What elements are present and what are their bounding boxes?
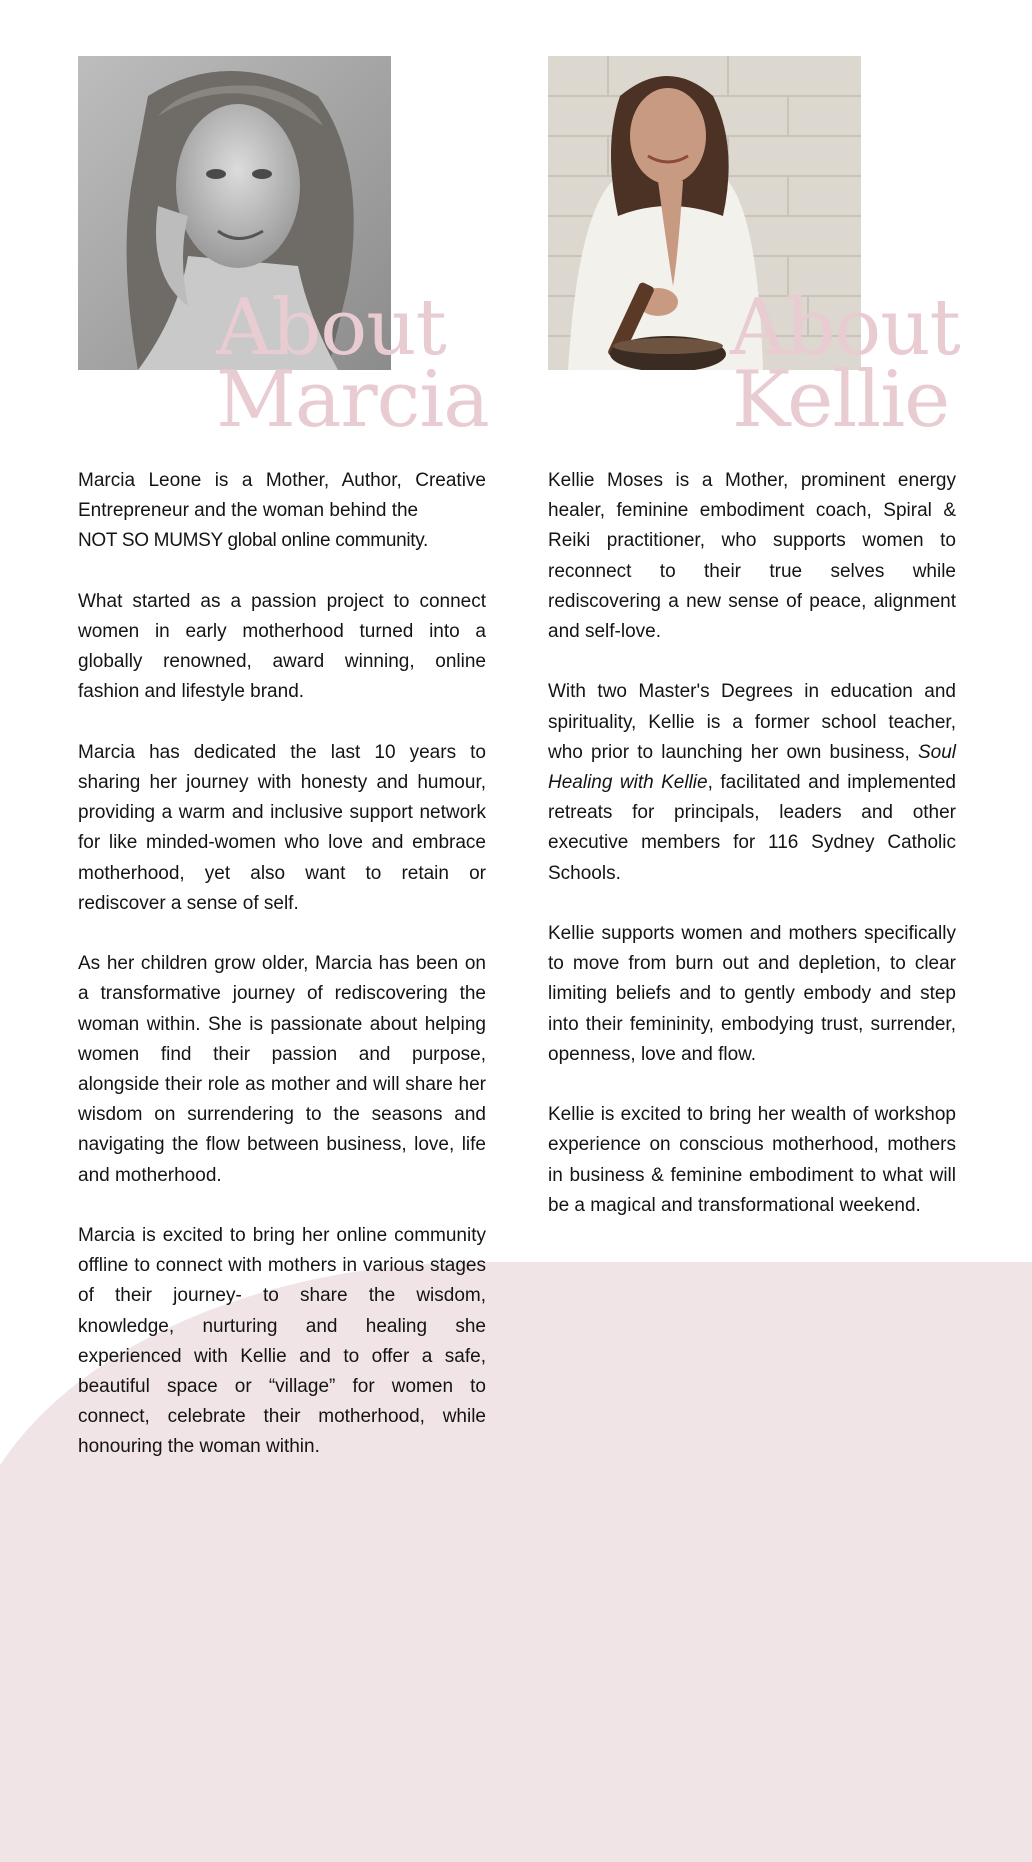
marcia-bio-paragraph-2: What started as a passion project to connect women in early motherhood turned into a globally renowned, award winning, online fashion and lifestyle brand. [78,590,486,703]
heading-about-word: About [216,283,446,373]
kellie-bio-paragraph-1: Kellie Moses is a Mother, prominent energy healer, feminine embodiment coach, Spiral & Reiki practitioner, who supports women to reconnect to their true selves while rediscovering a new sense of peace, alignment and self-love. [548,470,956,643]
heading-about-kellie [730,283,960,445]
marcia-bio [78,466,486,1493]
heading-name-word: Kellie [732,355,950,445]
kellie-bio-paragraph-2 [548,677,956,888]
heading-about-marcia [216,283,489,445]
marcia-community-text: NOT SO MUMSY global online community. [78,530,429,552]
heading-about-word: About [730,283,960,373]
kellie-business-name: Soul Healing with Kellie [548,741,957,794]
kellie-degrees-text: With two Master's Degrees in education and spirituality, Kellie is a former school teacher, who prior to launching her own business, [548,681,956,763]
marcia-bio-paragraph-1 [78,466,486,557]
kellie-bio [548,466,956,1251]
marcia-intro-text: Marcia Leone is a Mother, Author, Creative Entrepreneur and the woman behind the [78,470,486,522]
marcia-bio-paragraph-3: Marcia has dedicated the last 10 years to sharing her journey with honesty and humour, providing a warm and inclusive support network for like minded-women who love and embrace motherhood, yet also want to retain or rediscover a sense of self. [78,741,486,914]
marcia-bio-paragraph-4: As her children grow older, Marcia has been on a transformative journey of rediscovering the woman within. She is passionate about helping women find their passion and purpose, alongside their role as mother and will share her wisdom on surrendering to the seasons and navigating the flow between business, love, life and motherhood. [78,953,486,1186]
heading-name-word: Marcia [216,355,489,445]
marcia-bio-paragraph-5: Marcia is excited to bring her online community offline to connect with mothers in various stages of their journey- to share the wisdom, knowledge, nurturing and healing she experienced with Kellie and to offer a safe, beautiful space or “village” for women to connect, celebrate their motherhood, while honouring the woman within. [78,1225,486,1458]
kellie-bio-paragraph-4: Kellie is excited to bring her wealth of workshop experience on conscious motherhood, mothers in business & feminine embodiment to what will be a magical and transformational weekend. [548,1104,956,1216]
kellie-retreats-text: , facilitated and implemented retreats for principals, leaders and other executive members for 116 Sydney Catholic Schools. [548,772,956,884]
kellie-bio-paragraph-3: Kellie supports women and mothers specifically to move from burn out and depletion, to clear limiting beliefs and to gently embody and step into their femininity, embodying trust, surrender, openness, love and flow. [548,923,956,1065]
